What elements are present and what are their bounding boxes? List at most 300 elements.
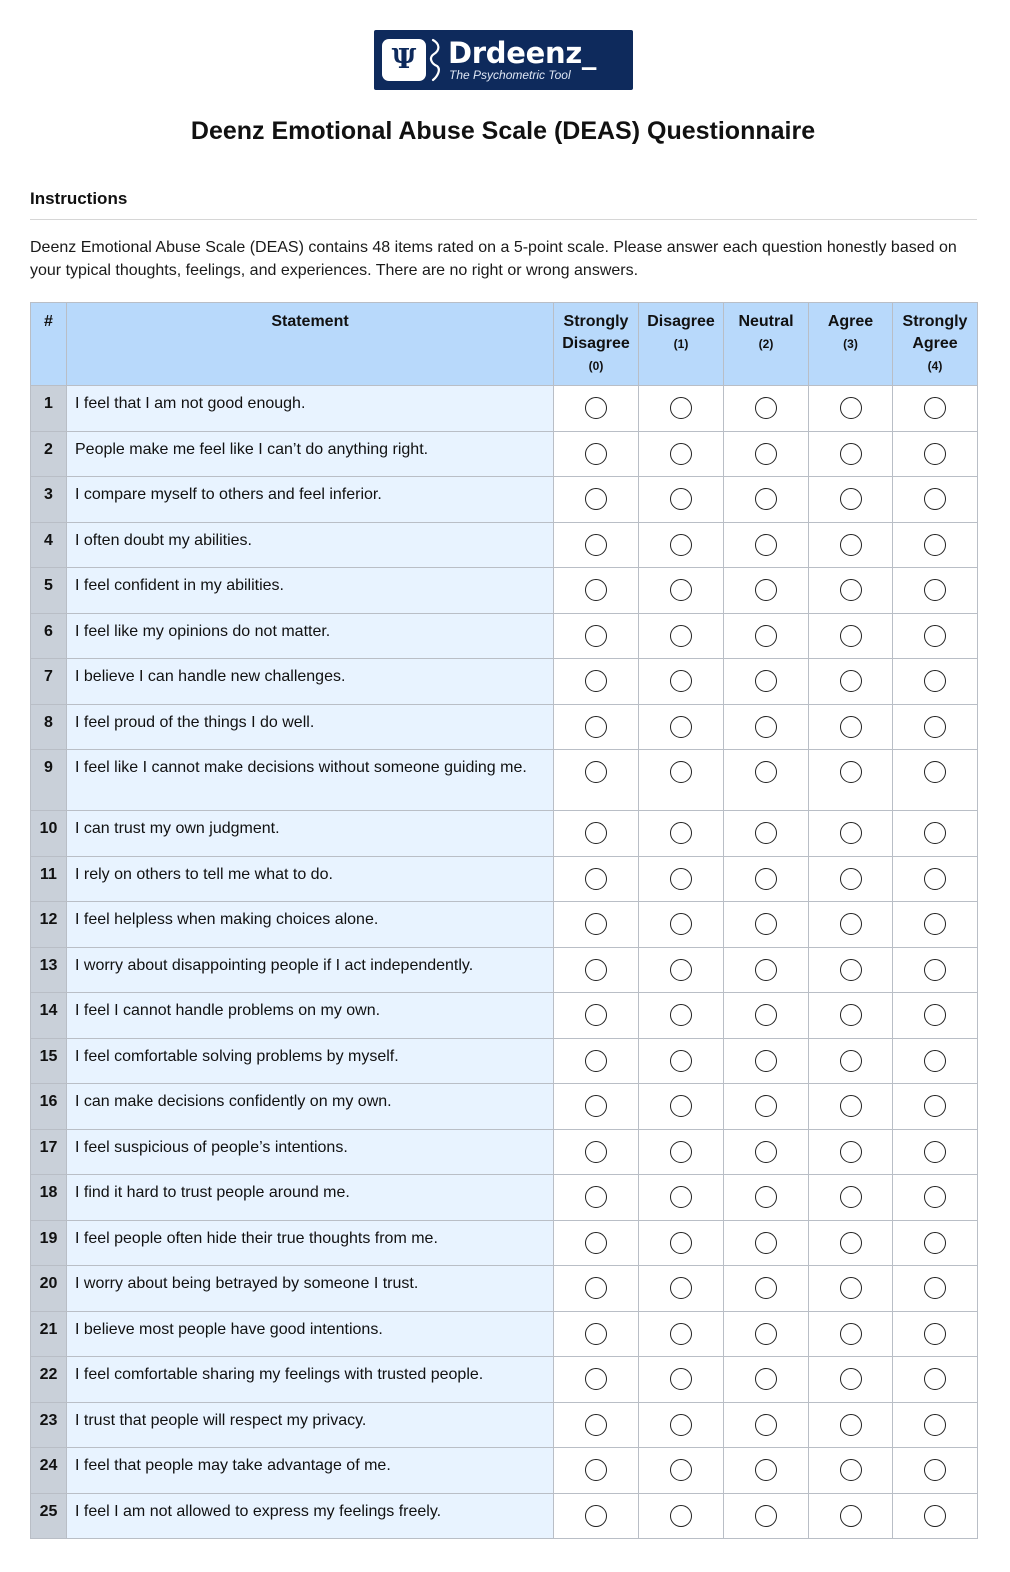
option-cell <box>554 704 639 750</box>
radio-strongly-agree[interactable] <box>924 913 946 935</box>
radio-strongly-agree[interactable] <box>924 443 946 465</box>
radio-strongly-disagree[interactable] <box>585 913 607 935</box>
table-row <box>31 477 978 523</box>
item-statement: I can make decisions confidently on my own. <box>67 1084 554 1130</box>
radio-strongly-agree[interactable] <box>924 1050 946 1072</box>
radio-neutral[interactable] <box>755 1414 777 1436</box>
item-statement: I feel I am not allowed to express my feelings freely. <box>67 1493 554 1539</box>
radio-neutral[interactable] <box>755 488 777 510</box>
option-cell <box>809 811 893 857</box>
option-cell <box>639 1266 724 1312</box>
radio-strongly-agree[interactable] <box>924 1505 946 1527</box>
radio-strongly-disagree[interactable] <box>585 1505 607 1527</box>
option-cell <box>724 811 809 857</box>
radio-agree[interactable] <box>840 625 862 647</box>
radio-agree[interactable] <box>840 488 862 510</box>
item-statement: I compare myself to others and feel inferior. <box>67 477 554 523</box>
radio-disagree[interactable] <box>670 913 692 935</box>
option-cell <box>639 1038 724 1084</box>
item-statement: I rely on others to tell me what to do. <box>67 856 554 902</box>
radio-strongly-agree[interactable] <box>924 716 946 738</box>
brand-logo <box>374 30 633 90</box>
option-cell <box>639 947 724 993</box>
radio-agree[interactable] <box>840 959 862 981</box>
table-row <box>31 1448 978 1494</box>
statement-column-header: Statement <box>67 303 554 386</box>
instructions-text: Deenz Emotional Abuse Scale (DEAS) contains 48 items rated on a 5-point scale. Please answer each question honestly based on your typical thoughts, feelings, and experiences. There are no right or wrong answers. <box>30 239 957 279</box>
radio-disagree[interactable] <box>670 488 692 510</box>
radio-neutral[interactable] <box>755 1505 777 1527</box>
option-header-disagree <box>639 303 724 386</box>
radio-strongly-disagree[interactable] <box>585 1004 607 1026</box>
radio-disagree[interactable] <box>670 1459 692 1481</box>
radio-strongly-agree[interactable] <box>924 1232 946 1254</box>
radio-agree[interactable] <box>840 534 862 556</box>
option-cell <box>554 993 639 1039</box>
option-cell <box>554 1311 639 1357</box>
radio-neutral[interactable] <box>755 1368 777 1390</box>
radio-disagree[interactable] <box>670 868 692 890</box>
table-row <box>31 902 978 948</box>
radio-strongly-agree[interactable] <box>924 1368 946 1390</box>
radio-disagree[interactable] <box>670 1277 692 1299</box>
radio-agree[interactable] <box>840 1414 862 1436</box>
questionnaire-table <box>30 302 978 1539</box>
option-cell <box>809 1357 893 1403</box>
option-cell <box>893 431 978 477</box>
item-number: 23 <box>31 1402 67 1448</box>
option-cell <box>809 1084 893 1130</box>
radio-strongly-agree[interactable] <box>924 868 946 890</box>
option-cell <box>724 1084 809 1130</box>
option-cell <box>639 1448 724 1494</box>
option-code: (0) <box>588 359 604 373</box>
item-number: 12 <box>31 902 67 948</box>
option-cell <box>809 993 893 1039</box>
option-cell <box>639 522 724 568</box>
option-cell <box>554 613 639 659</box>
option-cell <box>724 750 809 811</box>
item-number: 5 <box>31 568 67 614</box>
table-row <box>31 750 978 811</box>
item-number: 14 <box>31 993 67 1039</box>
radio-disagree[interactable] <box>670 761 692 783</box>
radio-strongly-agree[interactable] <box>924 534 946 556</box>
option-cell <box>893 477 978 523</box>
item-statement: I feel that people may take advantage of me. <box>67 1448 554 1494</box>
option-cell <box>639 750 724 811</box>
radio-neutral[interactable] <box>755 868 777 890</box>
radio-agree[interactable] <box>840 397 862 419</box>
table-row <box>31 1402 978 1448</box>
radio-strongly-agree[interactable] <box>924 1095 946 1117</box>
radio-neutral[interactable] <box>755 1459 777 1481</box>
option-code: (3) <box>843 337 858 351</box>
radio-agree[interactable] <box>840 761 862 783</box>
radio-strongly-agree[interactable] <box>924 1141 946 1163</box>
table-row <box>31 993 978 1039</box>
option-cell <box>893 1448 978 1494</box>
table-row <box>31 1175 978 1221</box>
radio-neutral[interactable] <box>755 579 777 601</box>
option-cell <box>893 613 978 659</box>
radio-strongly-disagree[interactable] <box>585 579 607 601</box>
radio-strongly-agree[interactable] <box>924 625 946 647</box>
radio-strongly-disagree[interactable] <box>585 397 607 419</box>
item-statement: I feel proud of the things I do well. <box>67 704 554 750</box>
option-cell <box>724 1357 809 1403</box>
page-title: Deenz Emotional Abuse Scale (DEAS) Questionnaire <box>190 117 816 145</box>
item-number: 24 <box>31 1448 67 1494</box>
option-cell <box>724 1038 809 1084</box>
option-cell <box>554 568 639 614</box>
option-cell <box>809 1266 893 1312</box>
radio-strongly-agree[interactable] <box>924 761 946 783</box>
option-cell <box>809 704 893 750</box>
option-cell <box>809 856 893 902</box>
radio-agree[interactable] <box>840 1323 862 1345</box>
radio-agree[interactable] <box>840 1141 862 1163</box>
option-cell <box>724 386 809 432</box>
radio-neutral[interactable] <box>755 1232 777 1254</box>
radio-neutral[interactable] <box>755 625 777 647</box>
radio-disagree[interactable] <box>670 1505 692 1527</box>
option-cell <box>639 431 724 477</box>
brand-tagline: The Psychometric Tool <box>449 68 571 82</box>
radio-agree[interactable] <box>840 670 862 692</box>
option-cell <box>893 947 978 993</box>
item-number: 19 <box>31 1220 67 1266</box>
radio-strongly-disagree[interactable] <box>585 761 607 783</box>
option-cell <box>724 613 809 659</box>
radio-strongly-disagree[interactable] <box>585 1050 607 1072</box>
option-cell <box>639 477 724 523</box>
option-cell <box>809 431 893 477</box>
option-cell <box>893 1038 978 1084</box>
table-row <box>31 856 978 902</box>
item-number: 15 <box>31 1038 67 1084</box>
option-cell <box>554 902 639 948</box>
option-cell <box>809 902 893 948</box>
item-statement: I feel like my opinions do not matter. <box>67 613 554 659</box>
radio-neutral[interactable] <box>755 1050 777 1072</box>
item-statement: I believe most people have good intentions. <box>67 1311 554 1357</box>
radio-neutral[interactable] <box>755 913 777 935</box>
radio-disagree[interactable] <box>670 1232 692 1254</box>
option-cell <box>554 1220 639 1266</box>
item-statement: I feel suspicious of people’s intentions. <box>67 1129 554 1175</box>
radio-strongly-disagree[interactable] <box>585 534 607 556</box>
table-row <box>31 704 978 750</box>
item-statement: I feel confident in my abilities. <box>67 568 554 614</box>
radio-neutral[interactable] <box>755 1095 777 1117</box>
option-cell <box>554 1038 639 1084</box>
radio-neutral[interactable] <box>755 1141 777 1163</box>
radio-agree[interactable] <box>840 913 862 935</box>
radio-disagree[interactable] <box>670 822 692 844</box>
radio-neutral[interactable] <box>755 670 777 692</box>
item-number: 9 <box>31 750 67 811</box>
radio-neutral[interactable] <box>755 443 777 465</box>
radio-strongly-disagree[interactable] <box>585 716 607 738</box>
item-number: 17 <box>31 1129 67 1175</box>
option-cell <box>724 1129 809 1175</box>
radio-strongly-disagree[interactable] <box>585 670 607 692</box>
radio-agree[interactable] <box>840 1095 862 1117</box>
item-statement: I feel comfortable solving problems by myself. <box>67 1038 554 1084</box>
radio-strongly-disagree[interactable] <box>585 1186 607 1208</box>
option-cell <box>554 386 639 432</box>
option-cell <box>724 659 809 705</box>
item-number: 25 <box>31 1493 67 1539</box>
radio-strongly-agree[interactable] <box>924 1459 946 1481</box>
option-cell <box>639 1402 724 1448</box>
radio-strongly-disagree[interactable] <box>585 1459 607 1481</box>
radio-strongly-agree[interactable] <box>924 1186 946 1208</box>
option-cell <box>639 704 724 750</box>
radio-disagree[interactable] <box>670 443 692 465</box>
option-header-agree <box>809 303 893 386</box>
radio-neutral[interactable] <box>755 716 777 738</box>
radio-disagree[interactable] <box>670 1141 692 1163</box>
radio-strongly-agree[interactable] <box>924 488 946 510</box>
option-code: (2) <box>758 337 774 351</box>
option-cell <box>554 431 639 477</box>
option-cell <box>893 1084 978 1130</box>
item-number: 18 <box>31 1175 67 1221</box>
option-cell <box>724 1266 809 1312</box>
option-cell <box>724 1402 809 1448</box>
option-cell <box>893 1175 978 1221</box>
radio-disagree[interactable] <box>670 1095 692 1117</box>
option-header-neutral <box>724 303 809 386</box>
radio-strongly-agree[interactable] <box>924 1004 946 1026</box>
radio-agree[interactable] <box>840 1277 862 1299</box>
radio-strongly-disagree[interactable] <box>585 625 607 647</box>
option-label: Agree <box>827 313 874 330</box>
table-row <box>31 1038 978 1084</box>
option-cell <box>893 856 978 902</box>
item-statement: I trust that people will respect my privacy. <box>67 1402 554 1448</box>
radio-disagree[interactable] <box>670 579 692 601</box>
option-cell <box>724 477 809 523</box>
radio-strongly-disagree[interactable] <box>585 1232 607 1254</box>
option-cell <box>554 477 639 523</box>
radio-disagree[interactable] <box>670 959 692 981</box>
option-cell <box>554 856 639 902</box>
option-cell <box>809 613 893 659</box>
option-cell <box>809 1129 893 1175</box>
item-number: 11 <box>31 856 67 902</box>
option-label: Strongly Agree <box>902 313 968 352</box>
radio-disagree[interactable] <box>670 625 692 647</box>
radio-disagree[interactable] <box>670 1323 692 1345</box>
item-statement: I feel people often hide their true thoughts from me. <box>67 1220 554 1266</box>
option-cell <box>893 1493 978 1539</box>
item-statement: I find it hard to trust people around me. <box>67 1175 554 1221</box>
radio-strongly-disagree[interactable] <box>585 1277 607 1299</box>
brand-name: Drdeenz_ <box>448 36 597 70</box>
table-row <box>31 1084 978 1130</box>
option-cell <box>639 568 724 614</box>
radio-strongly-agree[interactable] <box>924 579 946 601</box>
option-cell <box>724 704 809 750</box>
radio-agree[interactable] <box>840 443 862 465</box>
option-cell <box>639 856 724 902</box>
option-cell <box>554 947 639 993</box>
radio-strongly-disagree[interactable] <box>585 822 607 844</box>
table-row <box>31 811 978 857</box>
radio-agree[interactable] <box>840 1368 862 1390</box>
radio-strongly-agree[interactable] <box>924 959 946 981</box>
radio-strongly-disagree[interactable] <box>585 1323 607 1345</box>
radio-disagree[interactable] <box>670 534 692 556</box>
option-cell <box>809 659 893 705</box>
option-cell <box>724 1175 809 1221</box>
option-cell <box>554 1084 639 1130</box>
item-statement: I worry about disappointing people if I act independently. <box>67 947 554 993</box>
number-column-header: # <box>31 303 67 386</box>
option-cell <box>554 1357 639 1403</box>
radio-neutral[interactable] <box>755 397 777 419</box>
option-cell <box>893 659 978 705</box>
radio-strongly-disagree[interactable] <box>585 443 607 465</box>
option-label: Neutral <box>738 313 794 330</box>
radio-strongly-agree[interactable] <box>924 822 946 844</box>
option-cell <box>639 1493 724 1539</box>
item-statement: I believe I can handle new challenges. <box>67 659 554 705</box>
table-row <box>31 613 978 659</box>
option-cell <box>893 386 978 432</box>
option-code: (1) <box>673 337 689 351</box>
radio-agree[interactable] <box>840 1505 862 1527</box>
option-cell <box>893 1266 978 1312</box>
option-cell <box>809 477 893 523</box>
item-statement: I feel helpless when making choices alone. <box>67 902 554 948</box>
radio-strongly-agree[interactable] <box>924 1277 946 1299</box>
radio-neutral[interactable] <box>755 534 777 556</box>
radio-strongly-disagree[interactable] <box>585 1095 607 1117</box>
table-row <box>31 522 978 568</box>
option-cell <box>893 568 978 614</box>
item-number: 8 <box>31 704 67 750</box>
option-cell <box>893 522 978 568</box>
table-row <box>31 659 978 705</box>
radio-strongly-agree[interactable] <box>924 1414 946 1436</box>
radio-disagree[interactable] <box>670 1186 692 1208</box>
radio-strongly-agree[interactable] <box>924 670 946 692</box>
option-cell <box>809 522 893 568</box>
option-cell <box>893 704 978 750</box>
option-cell <box>554 1266 639 1312</box>
radio-disagree[interactable] <box>670 1050 692 1072</box>
option-cell <box>554 811 639 857</box>
radio-agree[interactable] <box>840 716 862 738</box>
option-cell <box>639 1175 724 1221</box>
radio-strongly-disagree[interactable] <box>585 488 607 510</box>
radio-neutral[interactable] <box>755 1323 777 1345</box>
option-cell <box>893 993 978 1039</box>
radio-agree[interactable] <box>840 1186 862 1208</box>
radio-disagree[interactable] <box>670 1414 692 1436</box>
option-cell <box>724 947 809 993</box>
radio-strongly-disagree[interactable] <box>585 868 607 890</box>
table-row <box>31 431 978 477</box>
item-statement: I can trust my own judgment. <box>67 811 554 857</box>
radio-agree[interactable] <box>840 868 862 890</box>
table-row <box>31 1220 978 1266</box>
radio-strongly-disagree[interactable] <box>585 1414 607 1436</box>
radio-disagree[interactable] <box>670 716 692 738</box>
item-statement: I feel comfortable sharing my feelings with trusted people. <box>67 1357 554 1403</box>
squiggle-icon <box>429 38 441 82</box>
radio-disagree[interactable] <box>670 1368 692 1390</box>
radio-neutral[interactable] <box>755 1277 777 1299</box>
option-cell <box>554 659 639 705</box>
table-row <box>31 1129 978 1175</box>
option-cell <box>724 568 809 614</box>
radio-agree[interactable] <box>840 822 862 844</box>
option-cell <box>809 1311 893 1357</box>
item-number: 7 <box>31 659 67 705</box>
item-number: 1 <box>31 386 67 432</box>
option-cell <box>809 1402 893 1448</box>
table-row <box>31 947 978 993</box>
radio-neutral[interactable] <box>755 959 777 981</box>
radio-disagree[interactable] <box>670 1004 692 1026</box>
option-header-strongly-disagree <box>554 303 639 386</box>
radio-neutral[interactable] <box>755 1186 777 1208</box>
radio-agree[interactable] <box>840 1050 862 1072</box>
item-statement: I worry about being betrayed by someone I trust. <box>67 1266 554 1312</box>
option-cell <box>639 811 724 857</box>
option-cell <box>893 902 978 948</box>
option-cell <box>809 947 893 993</box>
radio-strongly-agree[interactable] <box>924 1323 946 1345</box>
radio-disagree[interactable] <box>670 670 692 692</box>
radio-disagree[interactable] <box>670 397 692 419</box>
option-cell <box>724 1448 809 1494</box>
table-header-row <box>31 303 978 386</box>
option-cell <box>893 1402 978 1448</box>
radio-agree[interactable] <box>840 1232 862 1254</box>
item-statement: I feel that I am not good enough. <box>67 386 554 432</box>
option-cell <box>809 750 893 811</box>
radio-agree[interactable] <box>840 1004 862 1026</box>
radio-neutral[interactable] <box>755 822 777 844</box>
option-cell <box>554 1129 639 1175</box>
item-number: 13 <box>31 947 67 993</box>
radio-strongly-disagree[interactable] <box>585 1141 607 1163</box>
option-cell <box>639 1311 724 1357</box>
table-row <box>31 386 978 432</box>
radio-strongly-disagree[interactable] <box>585 959 607 981</box>
option-cell <box>554 1175 639 1221</box>
radio-neutral[interactable] <box>755 761 777 783</box>
item-statement: I often doubt my abilities. <box>67 522 554 568</box>
item-number: 21 <box>31 1311 67 1357</box>
radio-agree[interactable] <box>840 1459 862 1481</box>
option-cell <box>554 522 639 568</box>
item-number: 4 <box>31 522 67 568</box>
radio-neutral[interactable] <box>755 1004 777 1026</box>
item-number: 20 <box>31 1266 67 1312</box>
radio-strongly-disagree[interactable] <box>585 1368 607 1390</box>
option-cell <box>639 1220 724 1266</box>
radio-agree[interactable] <box>840 579 862 601</box>
radio-strongly-agree[interactable] <box>924 397 946 419</box>
option-cell <box>554 1493 639 1539</box>
